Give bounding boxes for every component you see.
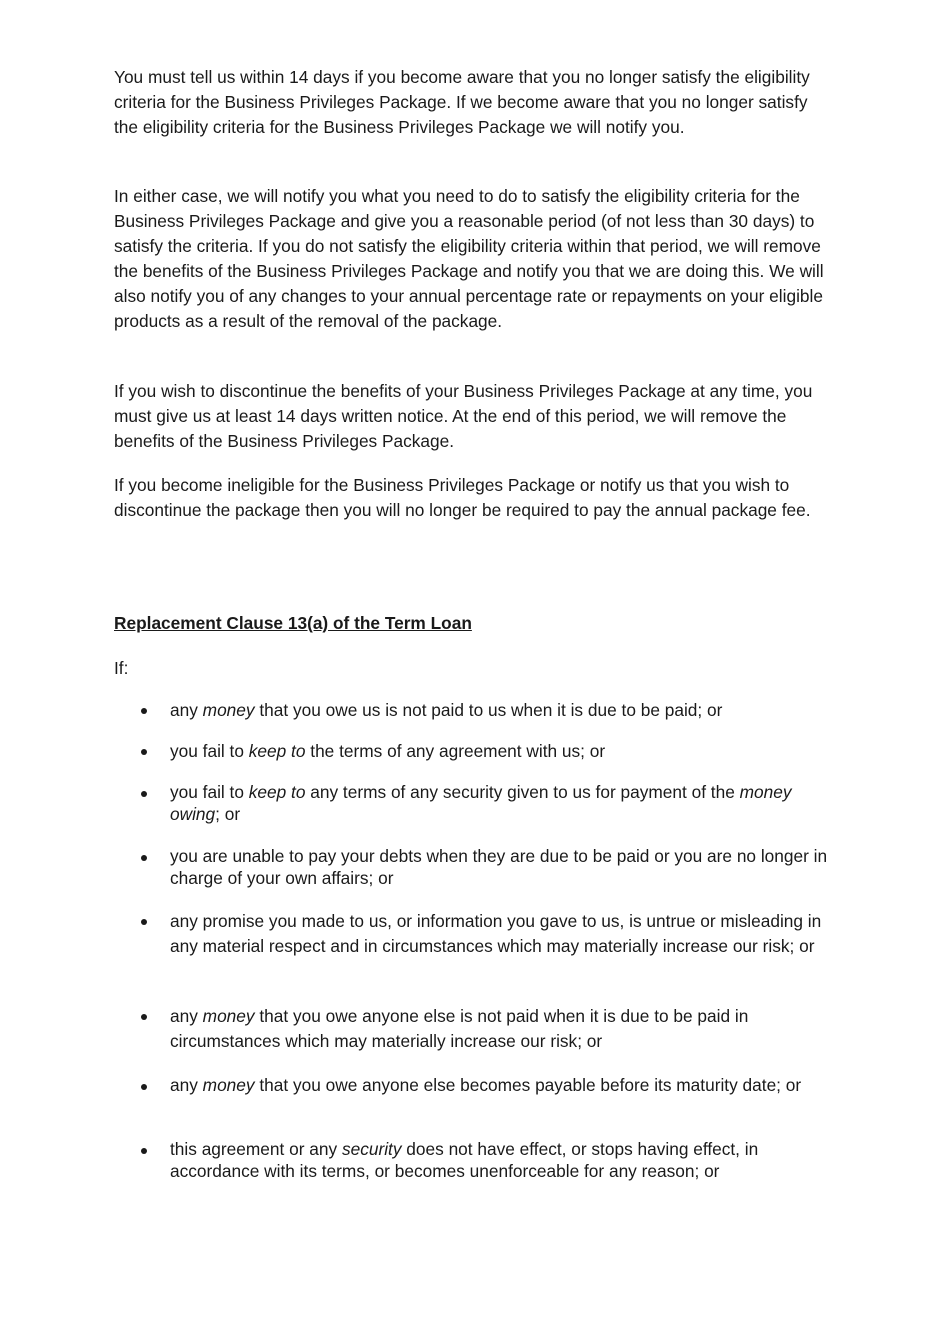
bullet-icon bbox=[141, 749, 147, 755]
paragraph-notify-ineligibility: You must tell us within 14 days if you become aware that you no longer satisfy the eligibility criteria for the Business Privileges Package. If we become aware that you no longer satisfy the eligibility criteria for the Business Privileges Package we will notify you. bbox=[114, 67, 810, 137]
list-item-text: you fail to keep to the terms of any agreement with us; or bbox=[170, 741, 606, 761]
paragraph-package-fee: If you become ineligible for the Business Privileges Package or notify us that you wish to discontinue the package then you will no longer be required to pay the annual package fee. bbox=[114, 475, 811, 520]
list-item-text: any money that you owe anyone else is not paid when it is due to be paid in circumstances which may materially increase our risk; or bbox=[170, 1006, 749, 1051]
intro-text: If: bbox=[114, 658, 129, 678]
bullet-icon bbox=[141, 708, 147, 714]
list-item-text: you are unable to pay your debts when they are due to be paid or you are no longer in charge of your own affairs; or bbox=[170, 846, 828, 888]
list-item-text: any promise you made to us, or information you gave to us, is untrue or misleading in any material respect and in circumstances which may materially increase our risk; or bbox=[170, 911, 822, 956]
list-item-text: this agreement or any security does not have effect, or stops having effect, in accordance with its terms, or becomes unenforceable for any reason; or bbox=[170, 1139, 759, 1181]
list-item-text: any money that you owe anyone else becomes payable before its maturity date; or bbox=[170, 1075, 802, 1095]
bullet-icon bbox=[141, 919, 147, 925]
bullet-icon bbox=[141, 1014, 147, 1020]
paragraph-remedy-period: In either case, we will notify you what you need to do to satisfy the eligibility criteria for the Business Privileges Package and give you a reasonable period (of not less than 30 days) to satisfy the criteria. If you do not satisfy the eligibility criteria within that period, we will remove the benefits of the Business Privileges Package and notify you that we are doing this. We will also notify you of any changes to your annual percentage rate or repayments on your eligible products as a result of the removal of the package. bbox=[114, 186, 824, 331]
paragraph-discontinue-notice: If you wish to discontinue the benefits of your Business Privileges Package at any time, you must give us at least 14 days written notice. At the end of this period, we will remove the benefits of the Business Privileges Package. bbox=[114, 381, 813, 451]
bullet-icon bbox=[141, 1084, 147, 1090]
bullet-icon bbox=[141, 1148, 147, 1154]
section-heading: Replacement Clause 13(a) of the Term Loan bbox=[114, 613, 472, 633]
bullet-icon bbox=[141, 855, 147, 861]
list-item-text: you fail to keep to any terms of any security given to us for payment of the money owing; or bbox=[170, 782, 792, 824]
list-item-text: any money that you owe us is not paid to us when it is due to be paid; or bbox=[170, 700, 723, 720]
bullet-icon bbox=[141, 791, 147, 797]
